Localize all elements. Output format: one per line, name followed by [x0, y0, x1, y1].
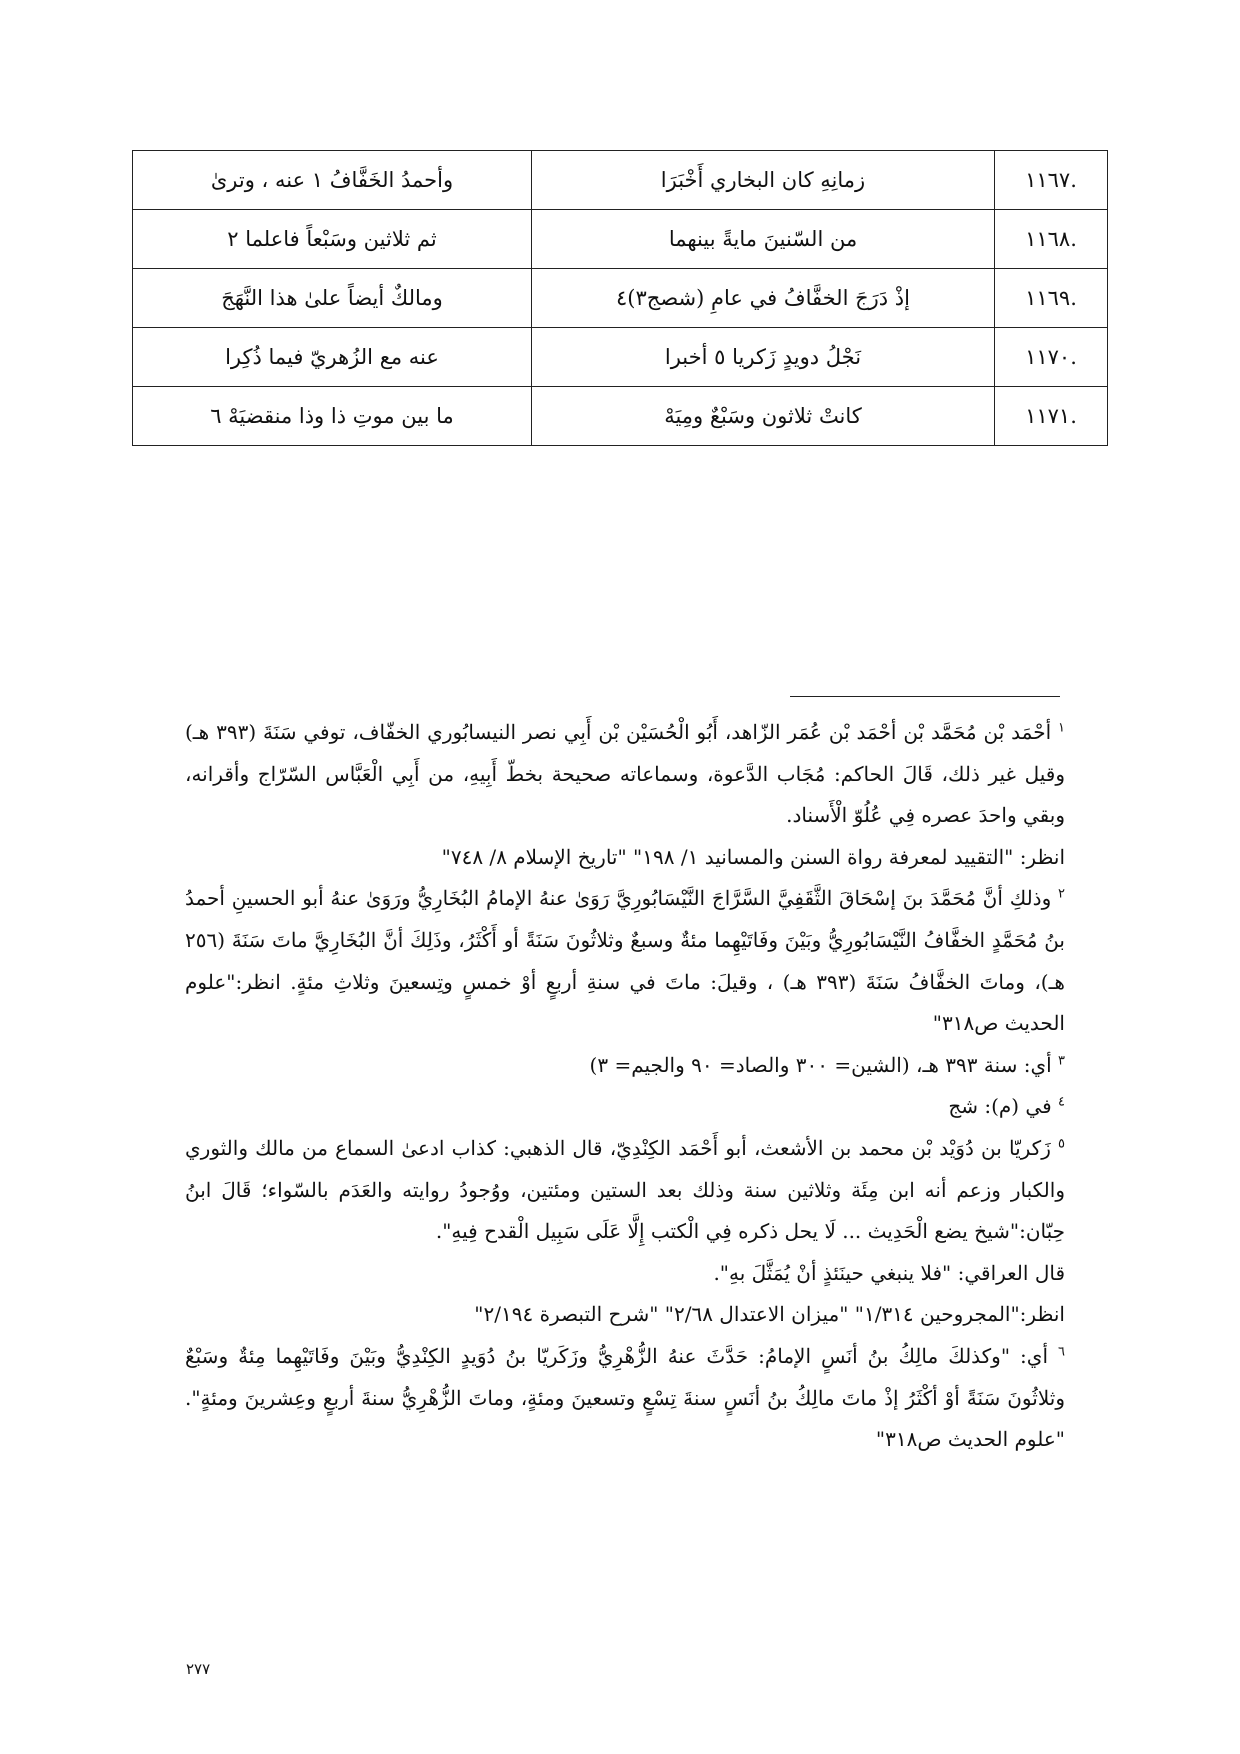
footnote-marker: ٢ — [1058, 886, 1065, 902]
verse-row — [133, 328, 1108, 387]
footnote-paragraph — [185, 1045, 1065, 1087]
verse-row — [133, 269, 1108, 328]
verse-first-hemistich: كانتْ ثلاثون وسَبْعٌ ومِيَهْ — [532, 387, 995, 446]
footnote-paragraph — [185, 837, 1065, 879]
footnote-text: زَكريّا بن دُوَيْد بْن محمد بن الأشعث، أبو أَحْمَد الكِنْدِيّ، قال الذهبي: كذاب ادعىٰ السماع من مالك والثوري والكبار وزعم أنه ابن مِئَة وثلاثين سنة وذلك بعد الستين ومئتين، ووُجودُ روايته والعَدَم بالسّواء؛ قَالَ ابنُ حِبّان:"شيخ يضع الْحَدِيث ... لَا يحل ذكره فِي الْكتب إِلَّا عَلَى سَبِيل الْقدح فِيهِ". — [185, 1135, 1065, 1244]
verse-row — [133, 387, 1108, 446]
footnote-separator — [790, 696, 1060, 697]
footnote-paragraph — [185, 1253, 1065, 1295]
verse-table — [132, 150, 1108, 446]
verse-second-hemistich: ثم ثلاثين وسَبْعاً فاعلما ٢ — [133, 210, 532, 269]
footnote-marker: ٥ — [1058, 1136, 1066, 1152]
verse-number: .١١٦٨ — [995, 210, 1108, 269]
verse-number: .١١٧١ — [995, 387, 1108, 446]
footnote-text: انظر: "التقييد لمعرفة رواة السنن والمسانيد ١/ ١٩٨" "تاريخ الإسلام ٨/ ٧٤٨" — [441, 844, 1065, 869]
footnote-paragraph — [185, 1294, 1065, 1336]
footnote-marker: ٦ — [1058, 1344, 1066, 1360]
footnote-marker: ١ — [1058, 720, 1066, 736]
verse-second-hemistich: عنه مع الزُهريّ فيما ذُكِرا — [133, 328, 532, 387]
footnotes-section — [185, 712, 1065, 1461]
verse-number: .١١٦٩ — [995, 269, 1108, 328]
verse-row — [133, 210, 1108, 269]
footnote-text: في (م): شج — [948, 1094, 1052, 1119]
footnote-paragraph — [185, 1086, 1065, 1128]
verse-first-hemistich: إذْ دَرَجَ الخفَّافُ في عامِ (شصج٣)٤ — [532, 269, 995, 328]
footnote-text: انظر:"المجروحين ١/٣١٤" "ميزان الاعتدال ٢/٦٨" "شرح التبصرة ٢/١٩٤" — [474, 1302, 1065, 1327]
verse-second-hemistich: وأحمدُ الخَفَّافُ ١ عنه ، وترىٰ — [133, 151, 532, 210]
verse-number: .١١٧٠ — [995, 328, 1108, 387]
footnote-marker: ٣ — [1058, 1053, 1065, 1069]
page-number: ٢٧٧ — [186, 1660, 211, 1678]
verse-second-hemistich: ومالكٌ أيضاً علىٰ هذا النَّهَجَ — [133, 269, 532, 328]
footnote-paragraph — [185, 1128, 1065, 1253]
footnote-text: وذلكِ أنَّ مُحَمَّدَ بنَ إسْحَاقَ الثَّقَفِيَّ السَّرَّاجَ النَّيْسَابُورِيَّ رَوَىٰ عنهُ الإمامُ البُخَارِيُّ ورَوَىٰ عنهُ أبو الحسينِ أحمدُ بنُ مُحَمَّدٍ الخفَّافُ النَّيْسَابُورِيُّ وبَيْنَ وفَاتَيْهِما مئةٌ وسبعٌ وثلاثُونَ سَنَةً أو أَكْثَرُ، وذَلِكَ أنَّ البُخَارِيَّ ماتَ سَنَةَ (٢٥٦ هـ)، وماتَ الخفَّافُ سَنَةَ (٣٩٣ هـ) ، وقيلَ: ماتَ في سنةِ أربعٍ أوْ خمسٍ وتِسعينَ وثلاثِ مئةٍ. انظر:"علوم الحديث ص٣١٨" — [185, 886, 1065, 1036]
footnote-paragraph — [185, 878, 1065, 1044]
verse-number: .١١٦٧ — [995, 151, 1108, 210]
verse-first-hemistich: من السّنينَ مايةً بينهما — [532, 210, 995, 269]
footnote-text: قال العراقي: "فلا ينبغي حينَئذٍ أنْ يُمَثَّلَ بهِ". — [713, 1260, 1065, 1285]
verse-first-hemistich: نَجْلُ دويدٍ زَكريا ٥ أخبرا — [532, 328, 995, 387]
footnote-paragraph — [185, 1336, 1065, 1461]
verse-row — [133, 151, 1108, 210]
verse-first-hemistich: زمانِهِ كان البخاري أَخْبَرَا — [532, 151, 995, 210]
footnote-text: أحْمَد بْن مُحَمَّد بْن أحْمَد بْن عُمَر الزّاهد، أَبُو الْحُسَيْن بْن أَبِي نصر النيسابُوري الخفّاف، توفي سَنَةَ (٣٩٣ هـ) وقيل غير ذلك، قَالَ الحاكم: مُجَاب الدَّعوة، وسماعاته صحيحة بخطّ أَبِيهِ، من أَبِي الْعَبَّاس السّرّاج وأقرانه، وبقي واحدَ عصره فِي عُلُوّ الْأَسناد. — [185, 720, 1065, 828]
footnote-marker: ٤ — [1058, 1094, 1065, 1110]
footnote-text: أي: "وكذلكَ مالِكُ بنُ أنَسٍ الإمامُ: حَدَّثَ عنهُ الزُّهْرِيُّ وزَكَريّا بنُ دُوَيدٍ الكِنْدِيُّ وبَيْنَ وفَاتَيْهِما مِئةٌ وسَبْعٌ وثلاثُونَ سَنَةً أوْ أكْثَرُ إذْ ماتَ مالِكُ بنُ أنَسٍ سنةَ تِسْعٍ وتسعينَ ومئةٍ، وماتَ الزُّهْرِيُّ سنةَ أربعٍ وعِشرينَ ومئةٍ". "علوم الحديث ص٣١٨" — [185, 1343, 1065, 1452]
footnote-paragraph — [185, 712, 1065, 837]
footnote-text: أي: سنة ٣٩٣ هـ، (الشين= ٣٠٠ والصاد= ٩٠ والجيم= ٣) — [589, 1052, 1052, 1077]
verse-second-hemistich: ما بين موتِ ذا وذا منقضيَهْ ٦ — [133, 387, 532, 446]
